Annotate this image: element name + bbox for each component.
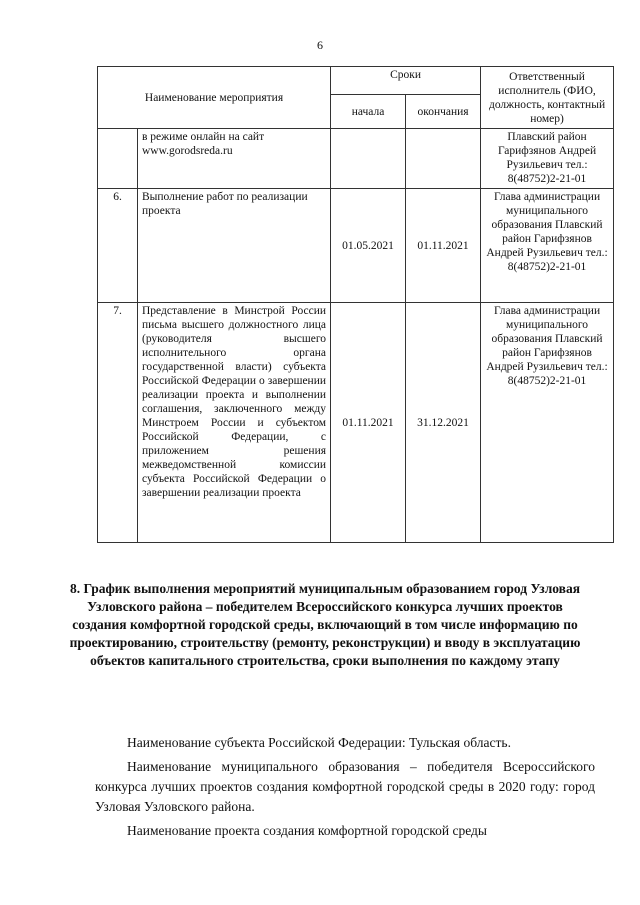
header-name: Наименование мероприятия	[98, 67, 331, 129]
header-start: начала	[331, 95, 406, 129]
row-number	[98, 129, 138, 189]
row-start	[331, 129, 406, 189]
row-name: Выполнение работ по реализации проекта	[138, 189, 331, 303]
project-line: Наименование проекта создания комфортной городской среды	[127, 823, 487, 838]
page-number: 6	[317, 38, 323, 52]
row-number: 7.	[98, 303, 138, 543]
section-title: 8. График выполнения мероприятий муниципальным образованием город Узловая Узловского района – победителем Всероссийского конкурса лучших проектов создания комфортной городской среды, включающий в том числе информацию по проектированию, строительству (ремонту, реконструкции) и вводу в эксплуатацию объектов капитального строительства, сроки выполнения по каждому этапу	[69, 581, 581, 668]
row-responsible: Глава администрации муниципального образования Плавский район Гарифзянов Андрей Рузильевич тел.: 8(48752)2-21-01	[481, 303, 614, 543]
row-number: 6.	[98, 189, 138, 303]
municipality-line: Наименование муниципального образования – победителя Всероссийского конкурса лучших проектов создания комфортной городской среды в 2020 году: город Узловая Узловского района.	[95, 759, 595, 814]
row-responsible: Плавский район Гарифзянов Андрей Рузильевич тел.: 8(48752)2-21-01	[481, 129, 614, 189]
info-block	[95, 733, 595, 841]
table-row	[98, 129, 614, 189]
row-end: 01.11.2021	[406, 189, 481, 303]
table-row	[98, 303, 614, 543]
header-end: окончания	[406, 95, 481, 129]
row-end: 31.12.2021	[406, 303, 481, 543]
schedule-table	[97, 66, 614, 543]
header-responsible: Ответственный исполнитель (ФИО, должность, контактный номер)	[481, 67, 614, 129]
row-end	[406, 129, 481, 189]
row-start: 01.11.2021	[331, 303, 406, 543]
row-responsible: Глава администрации муниципального образования Плавский район Гарифзянов Андрей Рузильевич тел.: 8(48752)2-21-01	[481, 189, 614, 303]
row-name: Представление в Минстрой России письма высшего должностного лица (руководителя высшего исполнительного органа государственной власти) субъекта Российской Федерации о завершении реализации проекта и выполнении соглашения, заключенного между Минстроем России и субъектом Российской Федерации, с приложением решения межведомственной комиссии субъекта Российской Федерации о завершении реализации проекта	[138, 303, 331, 543]
subject-line: Наименование субъекта Российской Федерации: Тульская область.	[127, 735, 511, 750]
table-row	[98, 189, 614, 303]
row-name: в режиме онлайн на сайт www.gorodsreda.ru	[138, 129, 331, 189]
header-terms: Сроки	[331, 67, 481, 95]
row-start: 01.05.2021	[331, 189, 406, 303]
